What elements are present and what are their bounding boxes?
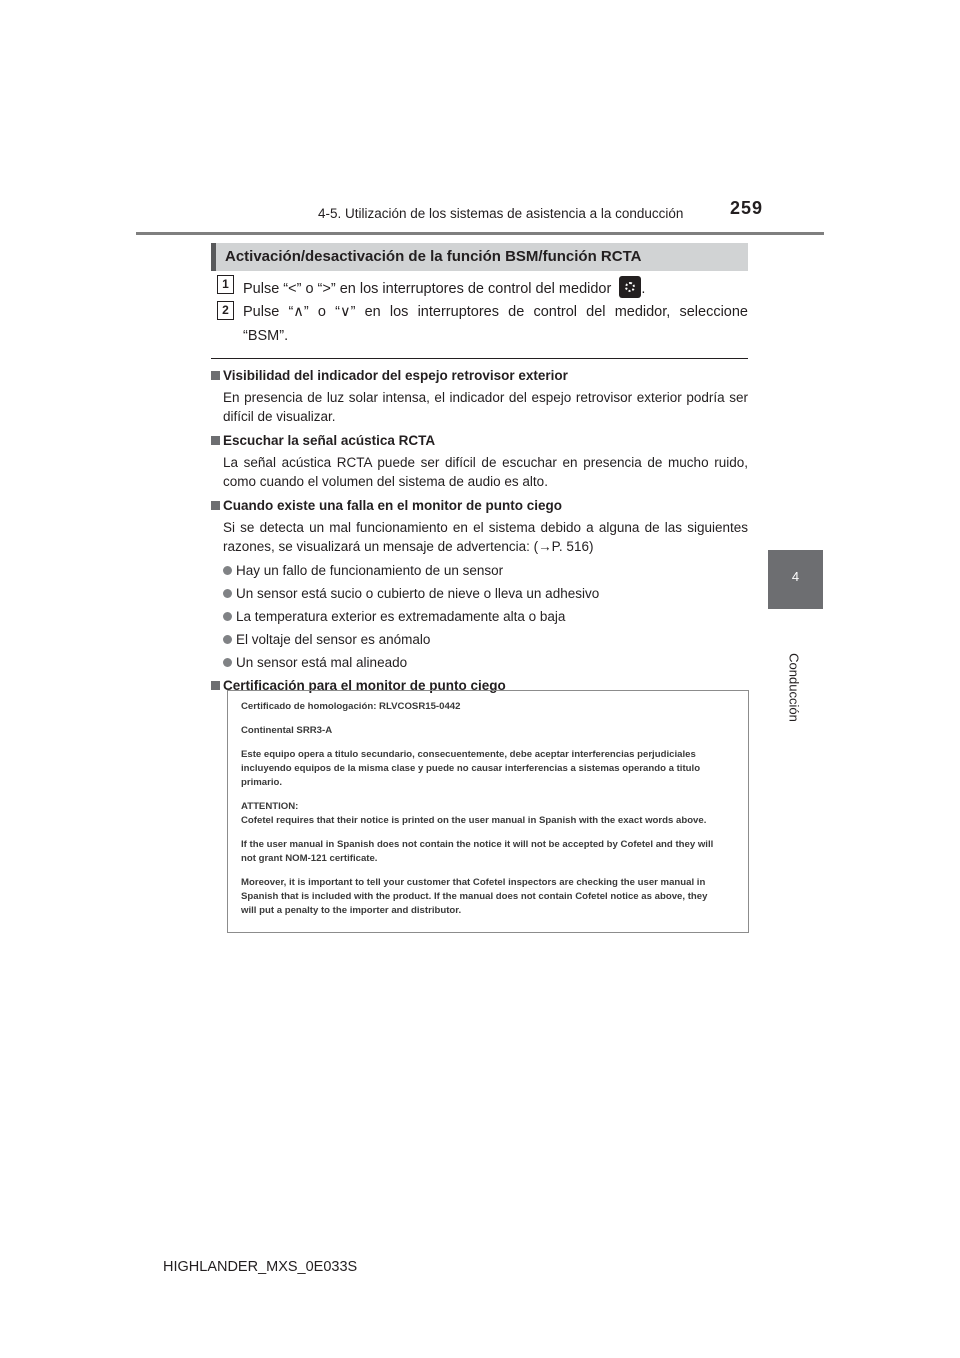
cert-line-7: Cofetel requires that their notice is printed on the user manual in Spanish with the exact words above. [241, 815, 707, 826]
step-2-text-line1: Pulse “∧” o “∨” en los interruptores de control del medidor, seleccione [243, 304, 748, 320]
circle-bullet-icon [223, 566, 232, 575]
page-number: 259 [730, 198, 764, 218]
list-item: Un sensor está mal alineado [211, 653, 748, 672]
list-item: La temperatura exterior es extremadamente alta o baja [211, 607, 748, 626]
step-2-text-line2: “BSM”. [243, 328, 289, 344]
list-item: Hay un fallo de funcionamiento de un sensor [211, 561, 748, 580]
section-heading [211, 243, 748, 271]
circle-bullet-icon [223, 635, 232, 644]
note-title-2: Escuchar la señal acústica RCTA [211, 431, 748, 451]
gear-icon [619, 276, 641, 298]
cert-line-3: Este equipo opera a titulo secundario, consecuentemente, debe aceptar interferencias perjudiciales [241, 749, 696, 760]
square-bullet-icon [211, 371, 220, 380]
cert-line-1: Certificado de homologación: RLVCOSR15-0442 [241, 701, 461, 712]
note-title-4: Certificación para el monitor de punto ciego [211, 676, 748, 696]
circle-bullet-icon [223, 612, 232, 621]
note-body-1: En presencia de luz solar intensa, el indicador del espejo retrovisor exterior podría ser difícil de visualizar. [223, 390, 748, 424]
cert-line-6: ATTENTION: [241, 801, 299, 812]
step-2 [243, 300, 748, 348]
note-body-2: La señal acústica RCTA puede ser difícil de escuchar en presencia de mucho ruido, como cuando el volumen del sistema de audio es alto. [223, 455, 748, 489]
cert-line-11: Spanish that is included with the product. If the manual does not contain Cofetel notice as above, they [241, 891, 708, 902]
chapter-label: Conducción [786, 653, 802, 722]
note-body-3: Si se detecta un mal funcionamiento en el sistema debido a alguna de las siguientes razones, se visualizará un mensaje de advertencia: (→P. 516) [223, 520, 748, 554]
step-number-1: 1 [217, 275, 234, 294]
list-item: El voltaje del sensor es anómalo [211, 630, 748, 649]
square-bullet-icon [211, 436, 220, 445]
step-1 [243, 276, 645, 301]
cert-line-4: incluyendo equipos de la misma clase y puede no causar interferencias a sistemas operando a titulo [241, 763, 701, 774]
header-section-title: 4-5. Utilización de los sistemas de asistencia a la conducción [318, 206, 684, 221]
step-number-2: 2 [217, 301, 234, 320]
cert-line-12: will put a penalty to the importer and distributor. [241, 905, 462, 916]
cert-line-8: If the user manual in Spanish does not contain the notice it will not be accepted by Cofetel and they will [241, 839, 714, 850]
notes-section [211, 366, 748, 696]
cert-line-10: Moreover, it is important to tell your customer that Cofetel inspectors are checking the user manual in [241, 877, 706, 888]
note-title-3: Cuando existe una falla en el monitor de punto ciego [211, 496, 748, 516]
cert-line-2: Continental SRR3-A [241, 725, 333, 736]
chapter-number: 4 [791, 569, 800, 584]
square-bullet-icon [211, 501, 220, 510]
circle-bullet-icon [223, 658, 232, 667]
note-title-1: Visibilidad del indicador del espejo retrovisor exterior [211, 366, 748, 386]
cert-line-5: primario. [241, 777, 283, 788]
section-title: Activación/desactivación de la función BSM/función RCTA [225, 248, 642, 265]
footer-model-code: HIGHLANDER_MXS_0E033S [163, 1259, 358, 1275]
list-item: Un sensor está sucio o cubierto de nieve o lleva un adhesivo [211, 584, 748, 603]
chapter-tab [768, 550, 823, 609]
square-bullet-icon [211, 681, 220, 690]
header-divider [136, 232, 824, 235]
section-divider [211, 358, 748, 359]
circle-bullet-icon [223, 589, 232, 598]
cert-line-9: not grant NOM-121 certificate. [241, 853, 378, 864]
step-1-suffix: . [641, 281, 646, 297]
step-1-text: Pulse “<” o “>” en los interruptores de control del medidor [243, 281, 612, 297]
certificate-box [227, 690, 749, 933]
